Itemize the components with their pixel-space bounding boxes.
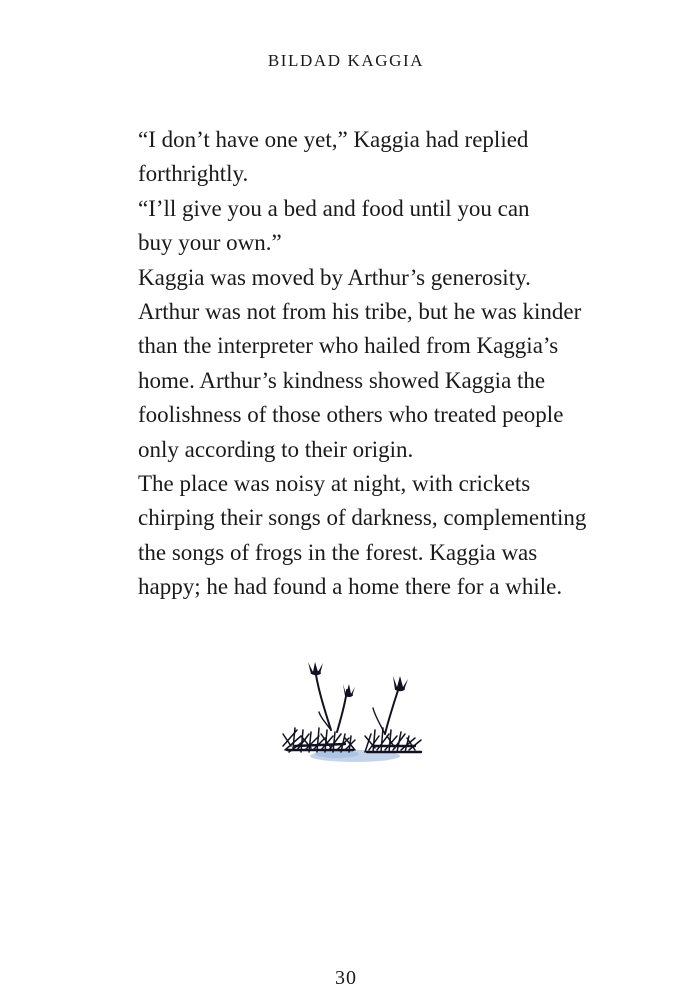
text-line: happy; he had found a home there for a while. <box>138 574 563 600</box>
text-line: home. Arthur’s kindness showed Kaggia the <box>138 367 546 393</box>
text-line: “I’ll give you a bed and food until you can <box>138 195 530 221</box>
flower-grass-illustration <box>275 650 435 770</box>
body-text <box>98 123 608 605</box>
page-number: 30 <box>335 967 357 989</box>
text-line: forthrightly. <box>138 161 249 187</box>
text-line: only according to their origin. <box>138 436 414 462</box>
text-line: buy your own.” <box>138 230 282 256</box>
text-line: than the interpreter who hailed from Kaggia’s <box>138 333 559 359</box>
running-head: BILDAD KAGGIA <box>267 51 425 70</box>
text-line: Kaggia was moved by Arthur’s generosity. <box>138 264 531 290</box>
text-line: chirping their songs of darkness, complementing <box>138 505 587 531</box>
text-line: The place was noisy at night, with crickets <box>138 471 531 497</box>
text-line: “I don’t have one yet,” Kaggia had replied <box>138 127 529 152</box>
paragraph <box>98 192 608 261</box>
text-line: foolishness of those others who treated people <box>138 402 564 428</box>
text-line: Arthur was not from his tribe, but he was kinder <box>138 299 582 325</box>
paragraph <box>98 467 608 605</box>
text-line: the songs of frogs in the forest. Kaggia was <box>138 539 538 565</box>
paragraph <box>98 123 608 192</box>
flower-grass-icon <box>275 650 435 770</box>
paragraph <box>98 261 608 467</box>
